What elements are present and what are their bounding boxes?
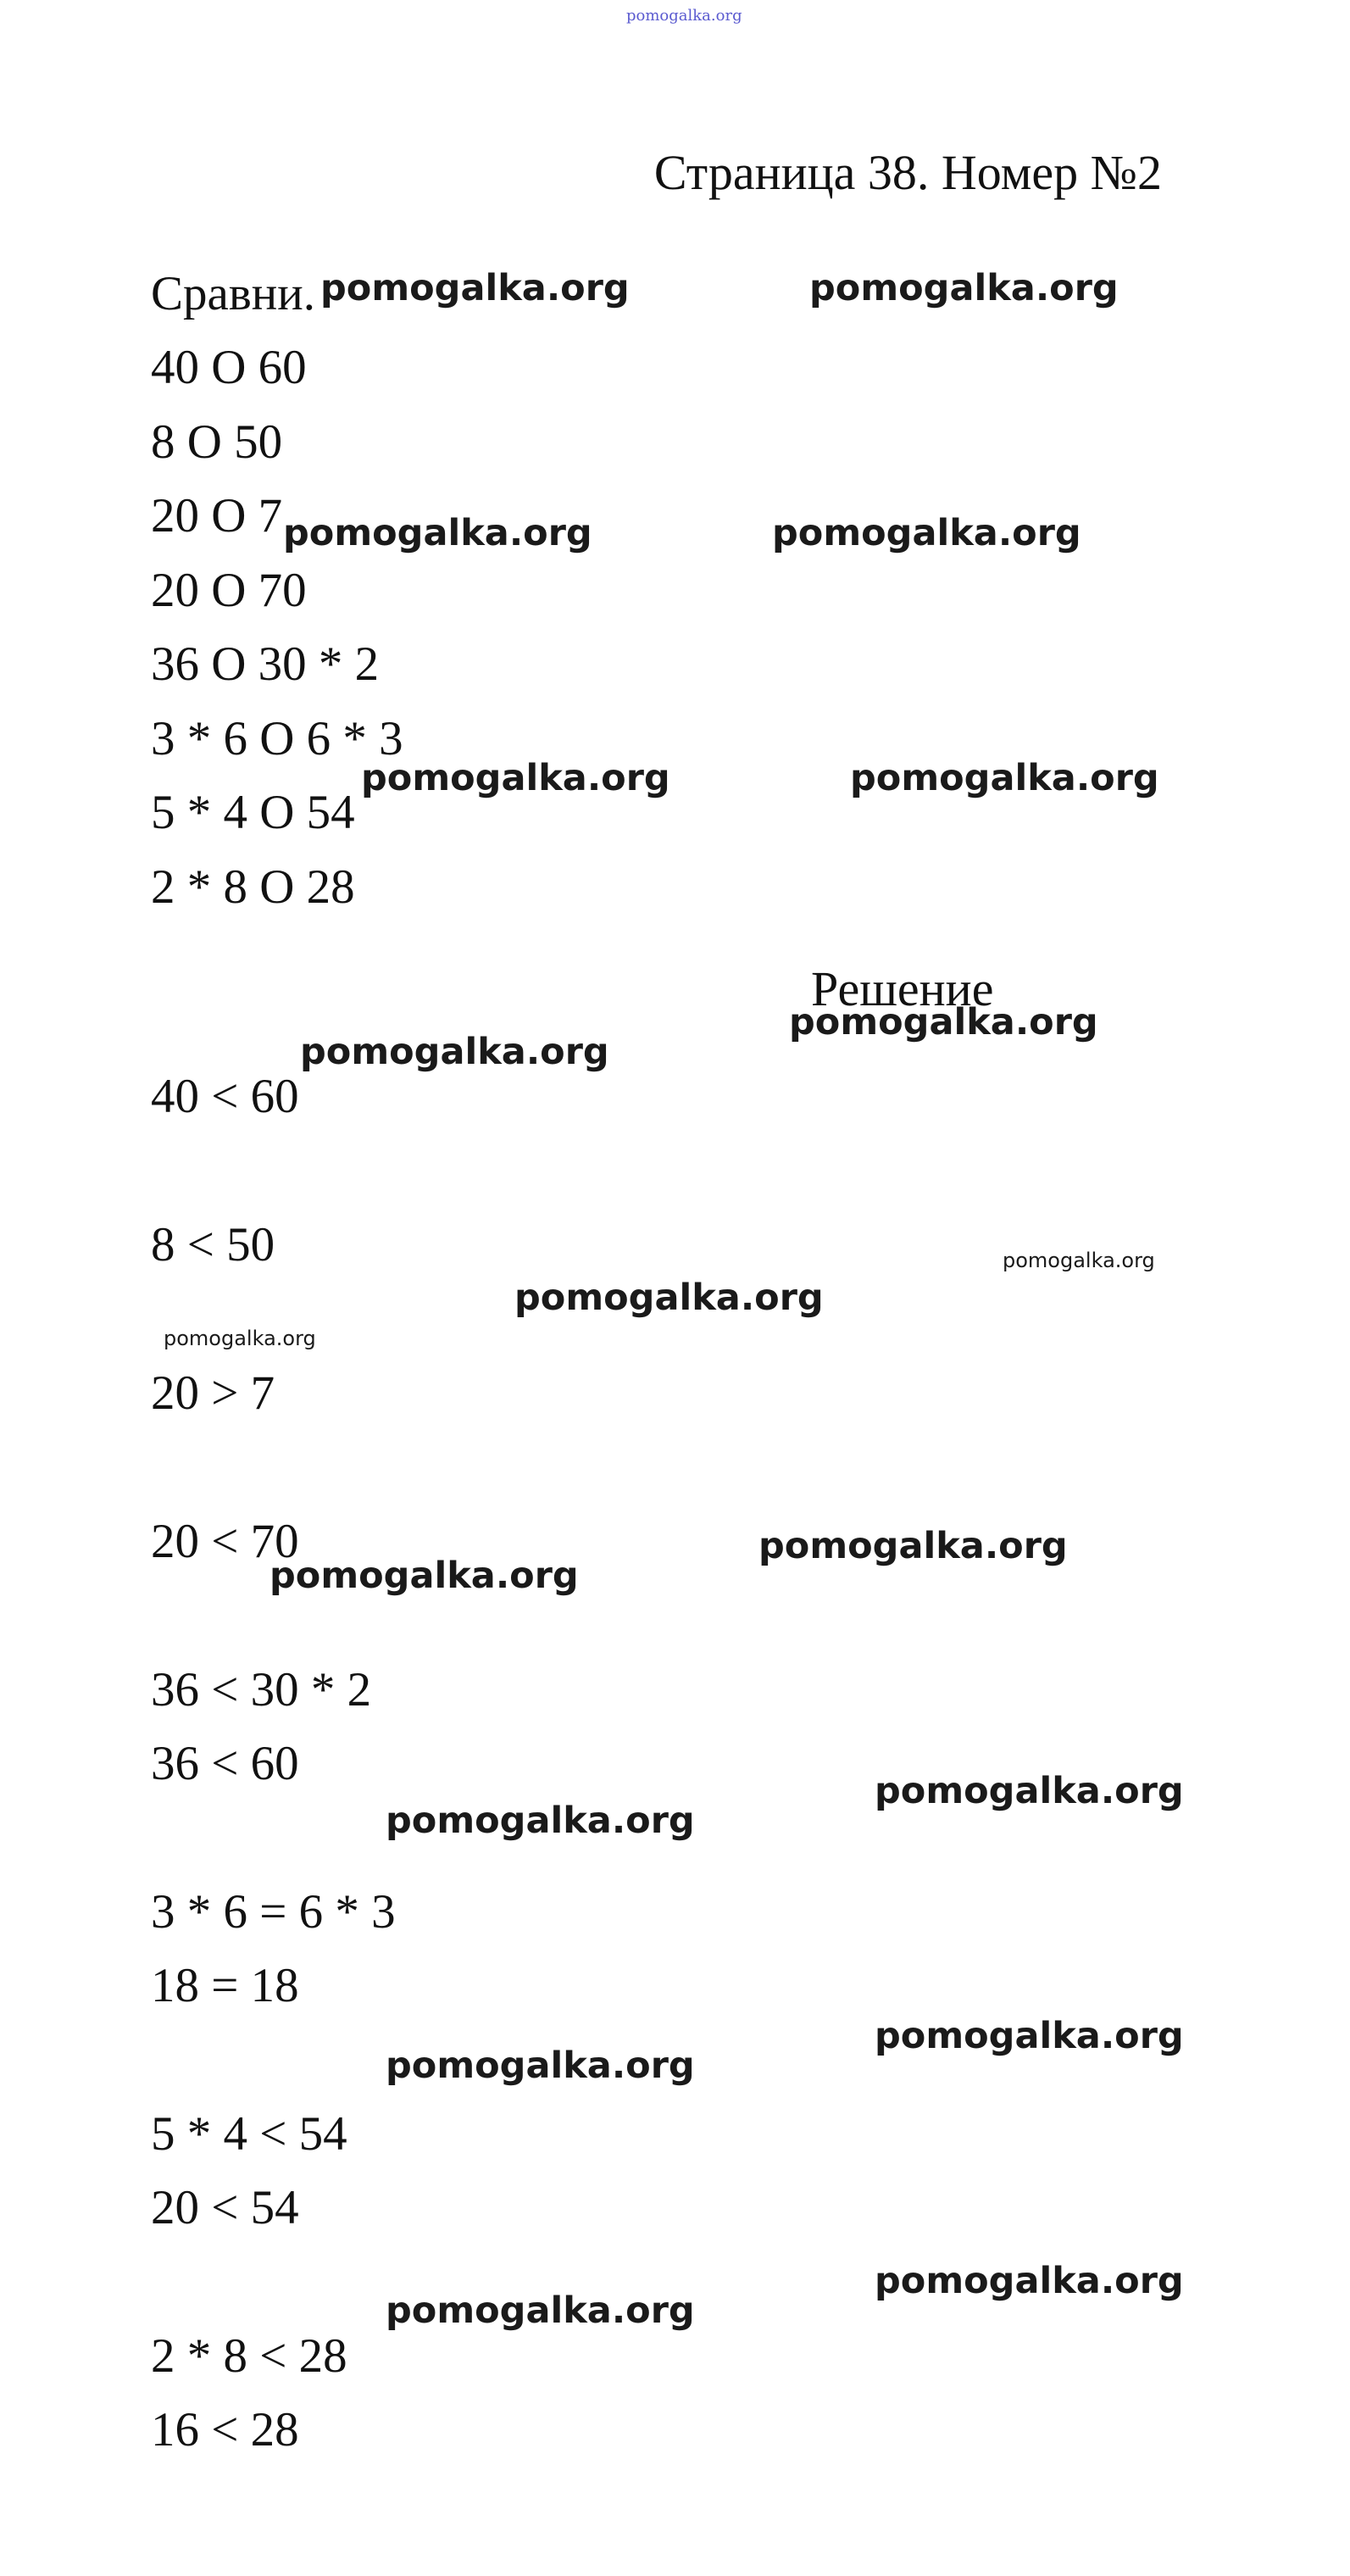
solution-line: 5 * 4 < 54 — [151, 2107, 347, 2161]
solution-line: 20 > 7 — [151, 1366, 275, 1420]
watermark: pomogalka.org — [875, 2260, 1184, 2302]
watermark: pomogalka.org — [164, 1327, 316, 1350]
watermark: pomogalka.org — [789, 1001, 1098, 1043]
watermark: pomogalka.org — [1003, 1249, 1155, 1272]
watermark: pomogalka.org — [809, 267, 1119, 309]
watermark: pomogalka.org — [772, 512, 1081, 554]
solution-line: 2 * 8 < 28 — [151, 2329, 347, 2383]
watermark: pomogalka.org — [320, 267, 630, 309]
task-expression: 36 O 30 * 2 — [151, 637, 380, 691]
watermark: pomogalka.org — [850, 757, 1159, 799]
solution-line: 16 < 28 — [151, 2403, 299, 2456]
solution-line: 18 = 18 — [151, 1959, 299, 2012]
solution-line: 8 < 50 — [151, 1218, 275, 1271]
task-instruction: Сравни. — [151, 267, 315, 320]
solution-line: 40 < 60 — [151, 1070, 299, 1123]
watermark: pomogalka.org — [300, 1031, 609, 1073]
task-expression: 3 * 6 O 6 * 3 — [151, 712, 403, 765]
task-expression: 20 O 7 — [151, 489, 283, 542]
solution-line: 36 < 60 — [151, 1737, 299, 1790]
task-expression: 5 * 4 O 54 — [151, 786, 355, 839]
watermark: pomogalka.org — [386, 1800, 695, 1842]
watermark: pomogalka.org — [386, 2045, 695, 2087]
watermark: pomogalka.org — [386, 2289, 695, 2332]
watermark: pomogalka.org — [283, 512, 592, 554]
watermark: pomogalka.org — [758, 1525, 1068, 1567]
task-expression: 40 O 60 — [151, 341, 307, 394]
watermark: pomogalka.org — [875, 2015, 1184, 2057]
task-expression: 20 O 70 — [151, 564, 307, 617]
header-site-name: pomogalka.org — [626, 7, 742, 25]
watermark: pomogalka.org — [514, 1277, 824, 1319]
solution-line: 36 < 30 * 2 — [151, 1663, 372, 1716]
page-title: Страница 38. Номер №2 — [653, 145, 1162, 200]
solution-line: 20 < 70 — [151, 1515, 299, 1568]
watermark: pomogalka.org — [361, 757, 670, 799]
watermark: pomogalka.org — [875, 1770, 1184, 1812]
task-expression: 8 O 50 — [151, 415, 283, 469]
solution-heading: Решение — [811, 961, 994, 1016]
solution-line: 20 < 54 — [151, 2181, 299, 2234]
solution-line: 3 * 6 = 6 * 3 — [151, 1885, 396, 1939]
task-expression: 2 * 8 O 28 — [151, 860, 355, 914]
watermark: pomogalka.org — [269, 1555, 579, 1597]
